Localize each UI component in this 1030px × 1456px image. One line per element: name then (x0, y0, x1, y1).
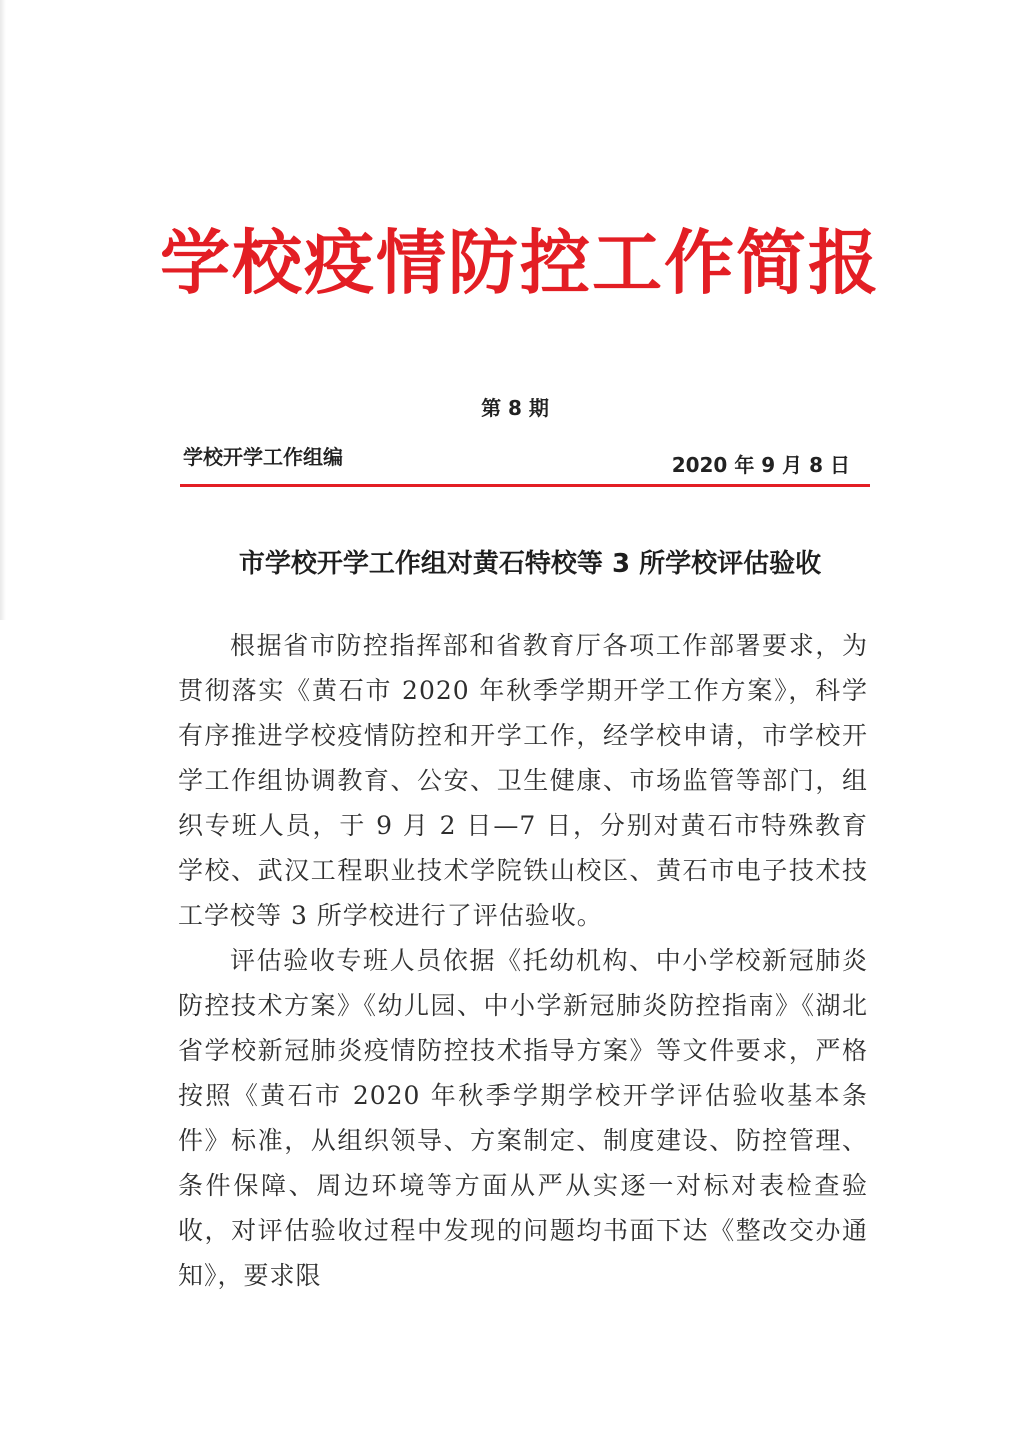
scan-edge (0, 0, 6, 620)
article-paragraph: 评估验收专班人员依据《托幼机构、中小学校新冠肺炎防控技术方案》《幼儿园、中小学新冠肺炎防控指南》《湖北省学校新冠肺炎疫情防控技术指导方案》等文件要求，严格按照《黄石市 2020 年秋季学期学校开学评估验收基本条件》标准，从组织领导、方案制定、制度建设、防控管理、条件保障、周边环境等方面从严从实逐一对标对表检查验收，对评估验收过程中发现的问题均书面下达《整改交办通知》，要求限 (178, 946, 868, 1290)
issue-number: 第 8 期 (481, 396, 549, 420)
masthead-title: 学校疫情防控工作简报 (160, 222, 880, 304)
article-paragraph: 根据省市防控指挥部和省教育厅各项工作部署要求，为贯彻落实《黄石市 2020 年秋季学期开学工作方案》，科学有序推进学校疫情防控和开学工作，经学校申请，市学校开学工作组协调教育、公安、卫生健康、市场监管等部门，组织专班人员，于 9 月 2 日—7 日，分别对黄石市特殊教育学校、武汉工程职业技术学院铁山校区、黄石市电子技术技工学校等 3 所学校进行了评估验收。 (178, 631, 868, 930)
article-title: 市学校开学工作组对黄石特校等 3 所学校评估验收 (238, 549, 822, 579)
article-body (178, 623, 868, 1298)
editor-line: 学校开学工作组编 (183, 445, 343, 469)
red-divider (180, 484, 870, 487)
issue-date: 2020 年 9 月 8 日 (671, 453, 850, 477)
